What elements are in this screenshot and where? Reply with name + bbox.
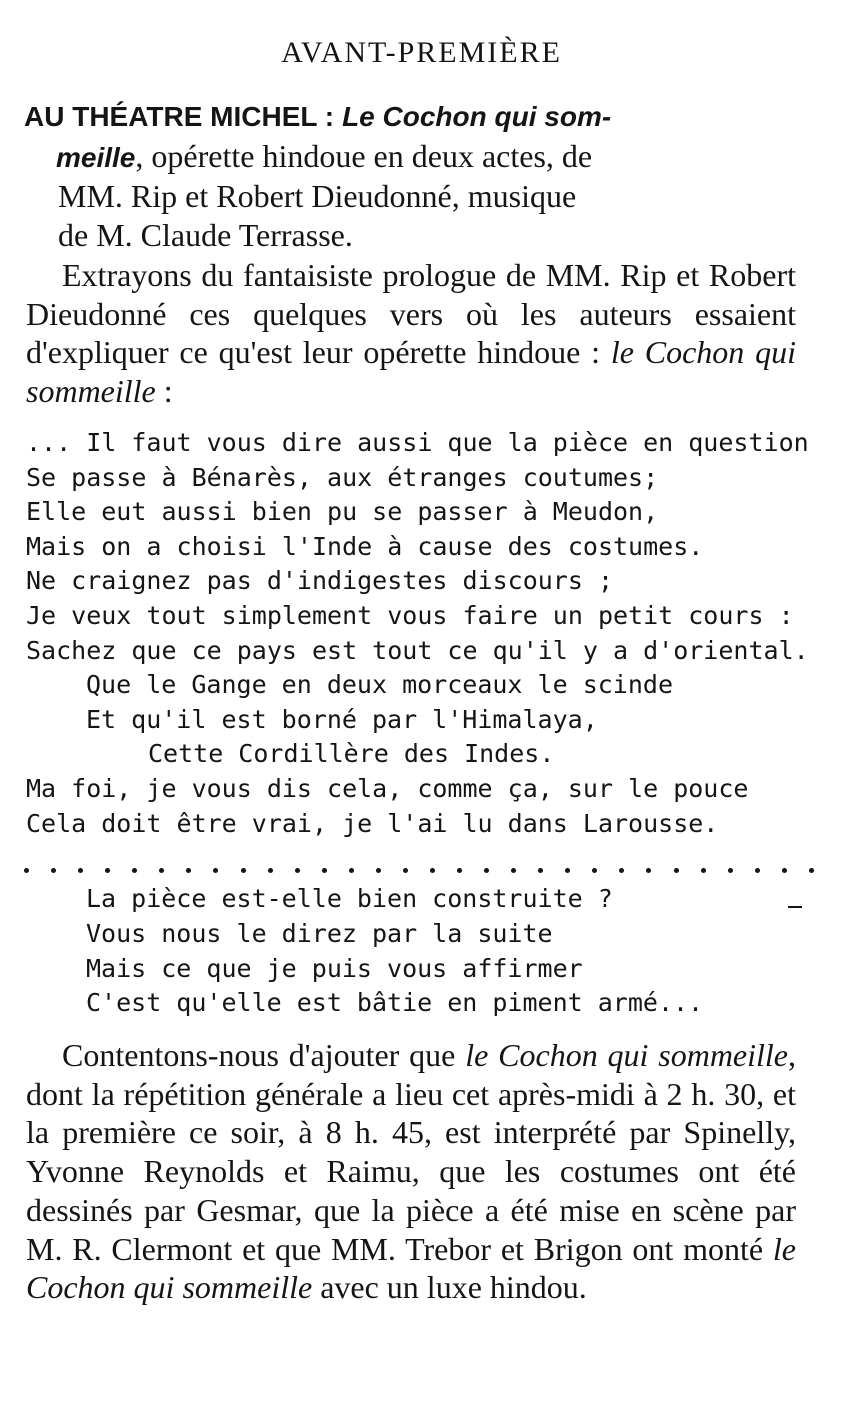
verse-line: Cela doit être vrai, je l'ai lu dans Larousse. [26, 808, 719, 838]
verse-line: Se passe à Bénarès, aux étranges coutumes; [26, 462, 659, 492]
header-line-2: , opérette hindoue en deux actes, de [135, 137, 593, 174]
verse-line: Cette Cordillère des Indes. [148, 739, 555, 769]
verse-line: Elle eut aussi bien pu se passer à Meudon, [26, 497, 659, 527]
verse-line: Sachez que ce pays est tout ce qu'il y a d'oriental. [26, 635, 809, 665]
closing-title-2: le Cochon qui sommeille [26, 1230, 796, 1306]
verse-line: La pièce est-elle bien construite ? [86, 884, 613, 913]
verse-line: Ne craignez pas d'indigestes discours ; [26, 566, 613, 596]
play-title-end: meille [56, 141, 136, 173]
verse-line: Mais on a choisi l'Inde à cause des costumes. [26, 531, 704, 561]
closing-end: avec un luxe hindou. [312, 1269, 587, 1306]
rubric-heading: AVANT-PREMIÈRE [281, 36, 562, 69]
intro-paragraph [26, 256, 796, 411]
verse-block [26, 426, 809, 841]
margin-dash [788, 906, 802, 908]
intro-end: : [155, 373, 173, 410]
closing-start: Contentons-nous d'ajouter que [62, 1037, 466, 1073]
header-paragraph [26, 96, 796, 255]
verse-line: Je veux tout simplement vous faire un petit cours : [26, 600, 794, 630]
header-line-4: de M. Claude Terrasse. [58, 217, 353, 254]
header-paragraph-body [26, 137, 796, 255]
verse-line: ... Il faut vous dire aussi que la pièce en question [26, 428, 809, 457]
verse-line: C'est qu'elle est bâtie en piment armé... [86, 988, 704, 1018]
venue-label: AU THÉATRE MICHEL : [24, 101, 335, 132]
intro-title: le Cochon qui sommeille [26, 334, 797, 410]
verse-line: Et qu'il est borné par l'Himalaya, [86, 704, 598, 734]
verse-block-2 [86, 882, 806, 1021]
verse-line: Ma foi, je vous dis cela, comme ça, sur le pouce [26, 773, 749, 803]
verse-line: Vous nous le direz par la suite [86, 918, 553, 948]
closing-title-1: le Cochon qui sommeille [465, 1037, 789, 1073]
closing-middle: , dont la répétition générale a lieu cet après-midi à 2 h. 30, et la première ce soir, à 8 h. 45, est interprété par Spinelly, Yvonne Reynolds et Raimu, que les costumes ont été dessinés par Gesmar, que la pièce a été mise en scène par M. R. Clermont et que MM. Trebor et Brigon ont monté [26, 1037, 797, 1267]
verse-line: Mais ce que je puis vous affirmer [86, 953, 583, 983]
intro-text: Extrayons du fantaisiste prologue de MM. Rip et Robert Dieudonné ces quelques vers où les auteurs essaient d'expliquer ce qu'est leur opérette hindoue : [26, 257, 796, 371]
ellipsis-separator [24, 858, 814, 882]
play-title: Le Cochon qui som- [342, 101, 612, 132]
closing-paragraph [26, 1036, 796, 1307]
header-line-3: MM. Rip et Robert Dieudonné, musique [58, 178, 577, 215]
verse-line: Que le Gange en deux morceaux le scinde [86, 670, 673, 700]
